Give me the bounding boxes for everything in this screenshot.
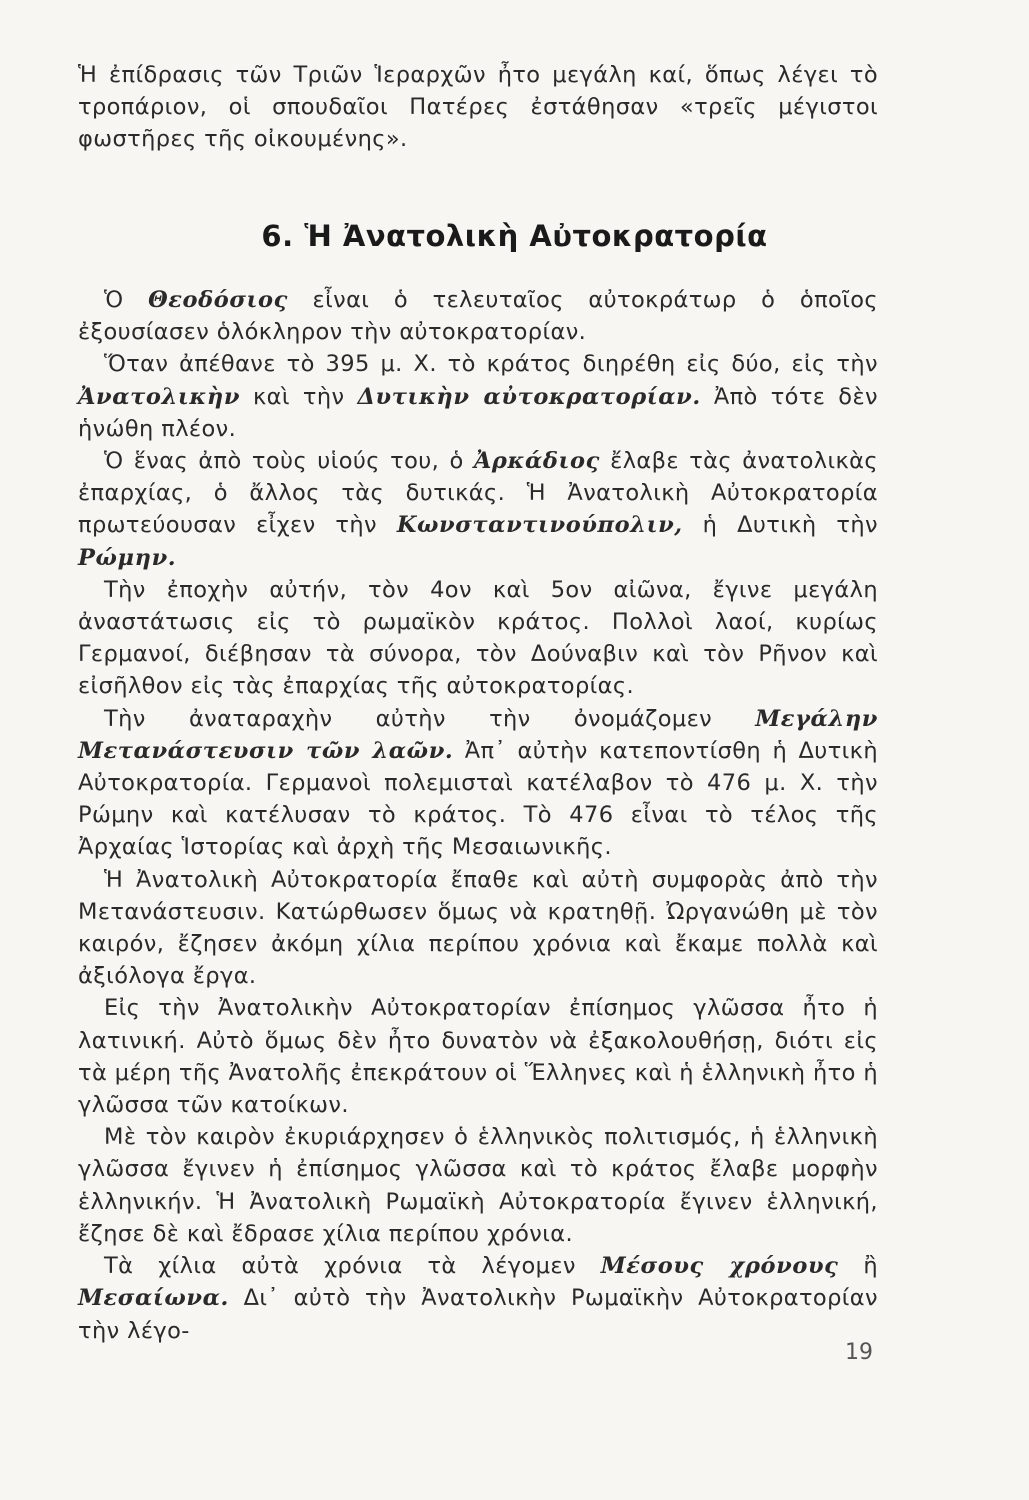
text-span: Ἀπ᾽ αὐτὴν κατεποντίσθη ἡ Δυτικὴ Αὐτοκρατορία. Γερμανοὶ πολεμισταὶ κατέλαβον τὸ 476 μ. Χ. τὴν Ρώμην καὶ κατέλυσαν τὸ κράτος. Τὸ 476 εἶναι τὸ τέλος τῆς Ἀρχαίας Ἱστορίας καὶ ἀρχὴ τῆς Μεσαιωνικῆς. — [78, 737, 879, 861]
text-span: ἡ Δυτικὴ τὴν — [682, 512, 878, 539]
emphasis-term: Ρώμην. — [78, 544, 177, 571]
emphasis-term: Ἀρκάδιος — [473, 448, 600, 475]
paragraph-arcadius — [78, 445, 878, 574]
text-span: ἢ — [838, 1253, 878, 1280]
emphasis-term: Μέσους χρόνους — [600, 1253, 839, 1280]
section-heading: 6. Ἡ Ἀνατολικὴ Αὐτοκρατορία — [261, 219, 768, 253]
text-span: Ὁ — [104, 287, 149, 313]
page-number: 19 — [845, 1340, 873, 1365]
intro-paragraph: Ἡ ἐπίδρασις τῶν Τριῶν Ἱεραρχῶν ἦτο μεγάλη καί, ὅπως λέγει τὸ τροπάριον, οἱ σπουδαῖοι Πατέρες ἐστάθησαν «τρεῖς μέγιστοι φωστῆρες τῆς οἰκουμένης». — [78, 62, 878, 153]
paragraph-official-language — [78, 992, 878, 1121]
emphasis-term: Κωνσταντινούπολιν, — [396, 512, 683, 539]
emphasis-term: Μεγάλην Μετανάστευσιν τῶν λαῶν. — [78, 705, 878, 764]
text-span: Τὴν ἐποχὴν αὐτήν, τὸν 4ον καὶ 5ον αἰῶνα, ἔγινε μεγάλη ἀναστάτωσις εἰς τὸ ρωμαϊκὸν κράτος. Πολλοὶ λαοί, κυρίως Γερμανοί, διέβησαν τὰ σύνορα, τὸν Δούναβιν καὶ τὸν Ρῆνον καὶ εἰσῆλθον εἰς τὰς ἐπαρχίας τῆς αὐτοκρατορίας. — [78, 576, 878, 700]
emphasis-term: Δυτικὴν αὐτοκρατορίαν. — [357, 383, 701, 410]
intro-paragraph-block — [78, 59, 878, 156]
emphasis-term: Μεσαίωνα. — [78, 1285, 229, 1312]
text-span: Τὰ χίλια αὐτὰ χρόνια τὰ λέγομεν — [104, 1253, 601, 1280]
text-span: Δι᾽ αὐτὸ τὴν Ἀνατολικὴν Ρωμαϊκὴν Αὐτοκρατορίαν τὴν λέγο- — [78, 1285, 878, 1344]
text-span: Ἡ Ἀνατολικὴ Αὐτοκρατορία ἔπαθε καὶ αὐτὴ συμφορὰς ἀπὸ τὴν Μετανάστευσιν. Κατώρθωσεν ὅμως νὰ κρατηθῇ. Ὠργανώθη μὲ τὸν καιρόν, ἔζησεν ἀκόμη χίλια περίπου χρόνια καὶ ἔκαμε πολλὰ καὶ ἀξιόλογα ἔργα. — [78, 866, 878, 990]
emphasis-term: Θεοδόσιος — [148, 287, 288, 313]
emphasis-term: Ἀνατολικὴν — [78, 383, 241, 410]
paragraph-middle-ages — [78, 1250, 878, 1347]
paragraph-eastern-survival — [78, 864, 878, 993]
text-span: Εἰς τὴν Ἀνατολικὴν Αὐτοκρατορίαν ἐπίσημος γλῶσσα ἦτο ἡ λατινική. Αὐτὸ ὅμως δὲν ἦτο δυνατὸν νὰ ἐξακολουθήσῃ, διότι εἰς τὰ μέρη τῆς Ἀνατολῆς ἐπεκράτουν οἱ Ἕλληνες καὶ ἡ ἑλληνικὴ ἦτο ἡ γλῶσσα τῶν κατοίκων. — [78, 995, 878, 1119]
text-span: Τὴν ἀναταραχὴν αὐτὴν τὴν ὀνομάζομεν — [104, 705, 756, 732]
text-span: Ὅταν ἀπέθανε τὸ 395 μ. Χ. τὸ κράτος διηρέθη εἰς δύο, εἰς τὴν — [104, 351, 878, 378]
text-span: καὶ τὴν — [240, 383, 358, 410]
text-span: ἔλαβε τὰς ἀνατολικὰς ἐπαρχίας, ὁ ἄλλος τὰς δυτικάς. Ἡ Ἀνατολικὴ Αὐτοκρατορία πρωτεύουσαν εἶχεν τὴν — [78, 448, 878, 539]
paragraph-division — [78, 348, 878, 445]
body-text — [78, 284, 878, 1347]
paragraph-migrations — [78, 574, 878, 703]
text-span: εἶναι ὁ τελευταῖος αὐτοκράτωρ ὁ ὁποῖος ἐξουσίασεν ὁλόκληρον τὴν αὐτοκρατορίαν. — [78, 287, 878, 346]
paragraph-greek-civilization — [78, 1121, 878, 1250]
text-span: Ἀπὸ τότε δὲν ἡνώθη πλέον. — [78, 383, 879, 442]
text-span: Μὲ τὸν καιρὸν ἐκυριάρχησεν ὁ ἑλληνικὸς πολιτισμός, ἡ ἑλληνικὴ γλῶσσα ἔγινεν ἡ ἐπίσημος γλῶσσα καὶ τὸ κράτος ἔλαβε μορφὴν ἑλληνικήν. Ἡ Ἀνατολικὴ Ρωμαϊκὴ Αὐτοκρατορία ἔγινεν ἑλληνική, ἔζησε δὲ καὶ ἔδρασε χίλια περίπου χρόνια. — [78, 1124, 878, 1247]
paragraph-great-migration — [78, 703, 878, 864]
paragraph-theodosius — [78, 284, 878, 348]
text-span: Ὁ ἕνας ἀπὸ τοὺς υἱούς του, ὁ — [104, 448, 474, 475]
